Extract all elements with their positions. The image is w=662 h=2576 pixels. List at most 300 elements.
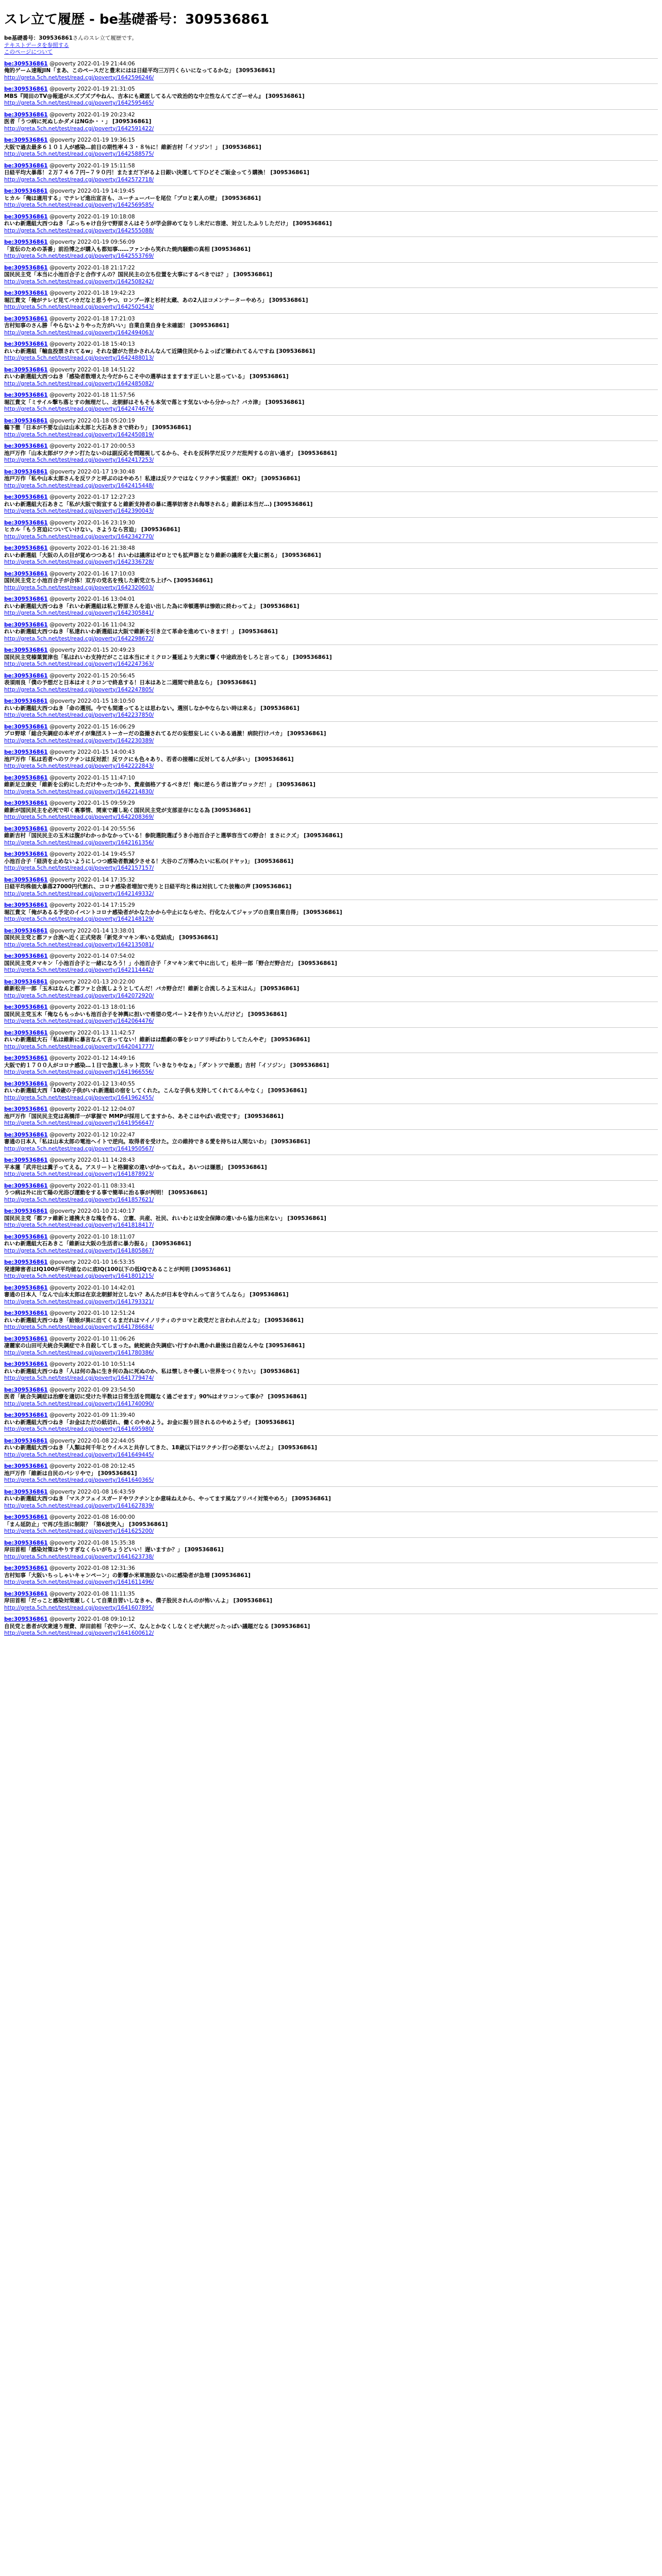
be-user-link[interactable]: be:309536861 <box>4 1310 48 1316</box>
thread-url-link[interactable]: http://greta.5ch.net/test/read.cgi/poverty/1642305841/ <box>4 610 154 616</box>
thread-url-link[interactable]: http://greta.5ch.net/test/read.cgi/poverty/1642508242/ <box>4 278 154 285</box>
thread-url-link[interactable]: http://greta.5ch.net/test/read.cgi/poverty/1642555088/ <box>4 227 154 234</box>
thread-url-link[interactable]: http://greta.5ch.net/test/read.cgi/poverty/1642572718/ <box>4 176 154 183</box>
thread-url-link[interactable]: http://greta.5ch.net/test/read.cgi/poverty/1642247805/ <box>4 686 154 693</box>
thread-title: れいわ新選組大西つねき「れいわ新選組は私と野原さんを追い出した為に幸頓選挙は惨敗に終わってよ」 [309536861] <box>4 603 300 609</box>
be-user-link[interactable]: be:309536861 <box>4 1259 48 1265</box>
be-user-link[interactable]: be:309536861 <box>4 1437 48 1444</box>
thread-entry <box>4 596 658 617</box>
be-user-link[interactable]: be:309536861 <box>4 1182 48 1189</box>
thread-entry <box>4 1030 658 1051</box>
entry-header <box>4 61 658 68</box>
entry-header <box>4 86 658 93</box>
entry-board-date: @poverty 2022-01-15 18:10:50 <box>49 698 135 704</box>
entry-divider <box>4 1180 658 1181</box>
thread-url-link[interactable]: http://greta.5ch.net/test/read.cgi/poverty/1642488013/ <box>4 355 154 361</box>
thread-entry <box>4 265 658 286</box>
thread-entry <box>4 1438 658 1459</box>
thread-url-link[interactable]: http://greta.5ch.net/test/read.cgi/poverty/1641611496/ <box>4 1579 154 1585</box>
entry-header <box>4 188 658 195</box>
entry-header <box>4 112 658 119</box>
entry-divider <box>4 364 658 365</box>
thread-url-link[interactable]: http://greta.5ch.net/test/read.cgi/poverty/1642208369/ <box>4 814 154 820</box>
entry-divider <box>4 211 658 212</box>
thread-title: 国民民主党と都ファ合流へ近く正式発表「新党タマキン率いる党結成」 [309536861] <box>4 935 218 941</box>
thread-url-link[interactable]: http://greta.5ch.net/test/read.cgi/poverty/1642415448/ <box>4 482 154 489</box>
be-user-link[interactable]: be:309536861 <box>4 290 48 296</box>
thread-title: 医者「うつ病に死ぬしかダメはNGか・・」 [309536861] <box>4 118 152 125</box>
thread-url-link[interactable]: http://greta.5ch.net/test/read.cgi/poverty/1642502543/ <box>4 304 154 310</box>
entry-board-date: @poverty 2022-01-14 17:15:29 <box>49 902 135 908</box>
entry-board-date: @poverty 2022-01-12 12:04:07 <box>49 1106 135 1112</box>
entry-header <box>4 418 658 425</box>
thread-entry <box>4 851 658 872</box>
thread-entry <box>4 1259 658 1280</box>
be-user-link[interactable]: be:309536861 <box>4 239 48 245</box>
thread-url-link[interactable]: http://greta.5ch.net/test/read.cgi/poverty/1642320603/ <box>4 584 154 591</box>
entry-divider <box>4 874 658 875</box>
be-user-link[interactable]: be:309536861 <box>4 621 48 628</box>
thread-entry <box>4 469 658 490</box>
text-data-link[interactable]: テキストデータを参照する <box>4 42 69 48</box>
entry-board-date: @poverty 2022-01-08 22:44:05 <box>49 1437 135 1444</box>
entry-header <box>4 1259 658 1266</box>
thread-title: れいわ新選組大石あきこ「維新は大阪の生活者に暴力振る」 [309536861] <box>4 1241 191 1247</box>
be-user-link[interactable]: be:309536861 <box>4 1616 48 1622</box>
thread-entry <box>4 1387 658 1408</box>
entry-board-date: @poverty 2022-01-12 10:22:47 <box>49 1131 135 1138</box>
be-user-link[interactable]: be:309536861 <box>4 1539 48 1546</box>
entry-divider <box>4 134 658 135</box>
entry-board-date: @poverty 2022-01-08 09:10:12 <box>49 1616 135 1622</box>
be-user-link[interactable]: be:309536861 <box>4 570 48 577</box>
thread-title: 日経平均株価大暴落27000円代割れ、コロナ感染者増加で売りと日経平均と株は対抗してた彼権の声 [309536861] <box>4 884 292 890</box>
entry-board-date: @poverty 2022-01-16 21:38:48 <box>49 545 135 551</box>
thread-url-link[interactable]: http://greta.5ch.net/test/read.cgi/poverty/1641956647/ <box>4 1120 154 1126</box>
entry-header <box>4 367 658 374</box>
thread-url-link[interactable]: http://greta.5ch.net/test/read.cgi/poverty/1642591422/ <box>4 125 154 132</box>
be-user-link[interactable]: be:309536861 <box>4 60 48 67</box>
thread-url-link[interactable]: http://greta.5ch.net/test/read.cgi/poverty/1641786684/ <box>4 1324 154 1330</box>
thread-title: うつ病は外に出て陽の光浴び運動をする事で簡単に治る事が判明！ [309536861] <box>4 1190 208 1196</box>
entry-header <box>4 1055 658 1062</box>
entry-board-date: @poverty 2022-01-08 16:00:00 <box>49 1514 135 1520</box>
entry-board-date: @poverty 2022-01-19 20:23:42 <box>49 111 135 118</box>
thread-title: れいわ新選組大西つねき「給娘が異に出てくるまだれはマイノリティのテロマと政党だと言われんだよな」 [309536861] <box>4 1317 304 1324</box>
thread-url-link[interactable]: http://greta.5ch.net/test/read.cgi/poverty/1642041777/ <box>4 1043 154 1050</box>
be-user-link[interactable]: be:309536861 <box>4 1208 48 1214</box>
be-user-link[interactable]: be:309536861 <box>4 1335 48 1342</box>
thread-url-link[interactable]: http://greta.5ch.net/test/read.cgi/poverty/1642596246/ <box>4 74 154 81</box>
thread-url-link[interactable]: http://greta.5ch.net/test/read.cgi/poverty/1642417253/ <box>4 457 154 463</box>
entry-header <box>4 1106 658 1113</box>
be-user-link[interactable]: be:309536861 <box>4 749 48 755</box>
thread-url-link[interactable]: http://greta.5ch.net/test/read.cgi/poverty/1642148129/ <box>4 916 154 922</box>
entry-header <box>4 1616 658 1623</box>
entry-header <box>4 724 658 731</box>
entry-board-date: @poverty 2022-01-10 21:40:17 <box>49 1208 135 1214</box>
be-user-link[interactable]: be:309536861 <box>4 1004 48 1010</box>
thread-url-link[interactable]: http://greta.5ch.net/test/read.cgi/poverty/1642450819/ <box>4 431 154 438</box>
thread-url-link[interactable]: http://greta.5ch.net/test/read.cgi/poverty/1641962455/ <box>4 1094 154 1101</box>
thread-url-link[interactable]: http://greta.5ch.net/test/read.cgi/poverty/1641950567/ <box>4 1145 154 1152</box>
be-user-link[interactable]: be:309536861 <box>4 825 48 832</box>
entry-header <box>4 1565 658 1572</box>
entry-board-date: @poverty 2022-01-17 20:00:53 <box>49 443 135 449</box>
entry-divider <box>4 160 658 161</box>
entry-board-date: @poverty 2022-01-12 13:40:55 <box>49 1080 135 1087</box>
thread-title: れいわ新選組大石「私は維新に暴言なんて言ってない！維新はは酷劇の事をシロアリ呼ばわりしてたんやぞ」 [309536861] <box>4 1037 310 1043</box>
intro-block <box>4 35 658 56</box>
entry-board-date: @poverty 2022-01-16 11:04:32 <box>49 621 135 628</box>
thread-url-link[interactable]: http://greta.5ch.net/test/read.cgi/poverty/1642494063/ <box>4 329 154 336</box>
entry-divider <box>4 338 658 339</box>
entry-divider <box>4 823 658 824</box>
entry-board-date: @poverty 2022-01-16 17:10:03 <box>49 570 135 577</box>
thread-url-link[interactable]: http://greta.5ch.net/test/read.cgi/poverty/1641878923/ <box>4 1171 154 1177</box>
entry-board-date: @poverty 2022-01-14 07:54:02 <box>49 953 135 959</box>
entry-header <box>4 1361 658 1368</box>
thread-entry <box>4 877 658 898</box>
entry-divider <box>4 236 658 237</box>
entry-divider <box>4 976 658 977</box>
entry-header <box>4 1285 658 1292</box>
thread-url-link[interactable]: http://greta.5ch.net/test/read.cgi/poverty/1641625200/ <box>4 1528 154 1534</box>
entry-header <box>4 1004 658 1011</box>
be-user-link[interactable]: be:309536861 <box>4 800 48 806</box>
thread-url-link[interactable]: http://greta.5ch.net/test/read.cgi/poverty/1641649445/ <box>4 1451 154 1458</box>
intro-line <box>4 35 658 42</box>
thread-entry <box>4 1234 658 1255</box>
thread-title: れいわ新選組大石あきこ「私が大阪で街宣すると維新支持者の暴に選挙妨害され侮辱される」維新は本当だ…) [309536861] <box>4 501 313 507</box>
be-user-link[interactable]: be:309536861 <box>4 1488 48 1495</box>
entry-header <box>4 928 658 935</box>
thread-title: れいわ新選組大西つねき「私達れいわ新選組は大阪で維新を引き立て革命を進めていきます！」 [309536861] <box>4 629 278 635</box>
thread-url-link[interactable]: http://greta.5ch.net/test/read.cgi/poverty/1642114442/ <box>4 967 154 973</box>
entry-header <box>4 647 658 654</box>
entry-divider <box>4 1435 658 1436</box>
thread-entry <box>4 341 658 362</box>
entry-header <box>4 775 658 782</box>
entry-divider <box>4 415 658 416</box>
thread-title: ヒカル「もう宮迫についていけない。さようなら宮迫」 [309536861] <box>4 527 180 533</box>
be-user-link[interactable]: be:309536861 <box>4 596 48 602</box>
thread-entry <box>4 826 658 847</box>
thread-title: 池戸万作「維新は自民のパシリやで」 [309536861] <box>4 1470 137 1477</box>
thread-entry <box>4 1514 658 1535</box>
be-user-link[interactable]: be:309536861 <box>4 494 48 500</box>
thread-title: 「宣伝のための茶番」前沿博之が購入も都知事……ファンから笑れた焼肉騒動の真相 [309536861] <box>4 246 251 252</box>
be-user-link[interactable]: be:309536861 <box>4 1055 48 1061</box>
thread-title: 池戸万作「国民民主党は高橋洋一が掌握で MMPが採用してますから、あそこはやばい政党です」 [309536861] <box>4 1113 284 1120</box>
be-user-link[interactable]: be:309536861 <box>4 1106 48 1112</box>
thread-entry <box>4 418 658 439</box>
be-user-link[interactable]: be:309536861 <box>4 1565 48 1571</box>
be-user-link[interactable]: be:309536861 <box>4 392 48 398</box>
entry-board-date: @poverty 2022-01-15 09:59:29 <box>49 800 135 806</box>
be-user-link[interactable]: be:309536861 <box>4 264 48 271</box>
be-user-link[interactable]: be:309536861 <box>4 1412 48 1418</box>
thread-url-link[interactable]: http://greta.5ch.net/test/read.cgi/poverty/1642149332/ <box>4 890 154 897</box>
be-user-link[interactable]: be:309536861 <box>4 774 48 781</box>
thread-url-link[interactable]: http://greta.5ch.net/test/read.cgi/poverty/1641801215/ <box>4 1273 154 1279</box>
entry-header <box>4 1387 658 1394</box>
thread-entry <box>4 1489 658 1510</box>
thread-entry <box>4 1157 658 1178</box>
thread-entry <box>4 1208 658 1229</box>
be-user-link[interactable]: be:309536861 <box>4 137 48 143</box>
entry-header <box>4 1234 658 1241</box>
entry-board-date: @poverty 2022-01-14 20:55:56 <box>49 825 135 832</box>
be-user-link[interactable]: be:309536861 <box>4 468 48 475</box>
thread-entry <box>4 953 658 974</box>
thread-entry <box>4 1463 658 1484</box>
thread-url-link[interactable]: http://greta.5ch.net/test/read.cgi/poverty/1641623738/ <box>4 1553 154 1560</box>
entry-header <box>4 1183 658 1190</box>
thread-title: 凄麗家の山田可夫統合失調症でネ自殺してしまった。統蛇統合失調症い行すかれ選かれ最後は自殺なんやな [309536861] <box>4 1343 305 1349</box>
thread-title: 発達障害者はIQ100が平均値なのに底IQ(100以下の低IQであることが判明 [309536861] <box>4 1266 231 1273</box>
entry-divider <box>4 287 658 288</box>
be-user-link[interactable]: be:309536861 <box>4 1233 48 1240</box>
be-user-link[interactable]: be:309536861 <box>4 366 48 373</box>
entry-header <box>4 979 658 986</box>
be-user-link[interactable]: be:309536861 <box>4 315 48 322</box>
thread-entry <box>4 749 658 770</box>
thread-url-link[interactable]: http://greta.5ch.net/test/read.cgi/poverty/1642072920/ <box>4 992 154 999</box>
be-user-link[interactable]: be:309536861 <box>4 1029 48 1036</box>
be-user-link[interactable]: be:309536861 <box>4 519 48 526</box>
thread-url-link[interactable]: http://greta.5ch.net/test/read.cgi/poverty/1641695980/ <box>4 1426 154 1432</box>
thread-entry <box>4 239 658 260</box>
thread-url-link[interactable]: http://greta.5ch.net/test/read.cgi/poverty/1641779474/ <box>4 1375 154 1381</box>
thread-entry <box>4 86 658 107</box>
page-title: スレ立て履歴 - be基礎番号：309536861 <box>4 12 269 27</box>
thread-entry <box>4 1081 658 1102</box>
thread-title: 池戸万作「山本太郎がワクチン打たないのは副反応を問題視してるから、それを反科学だ反ワクだ批判するの言い過ぎ」 [309536861] <box>4 450 337 456</box>
be-user-link[interactable]: be:309536861 <box>4 417 48 424</box>
thread-url-link[interactable]: http://greta.5ch.net/test/read.cgi/poverty/1642474676/ <box>4 406 154 412</box>
thread-title: 岸田首相「感染対策はやりすぎなくらいがちょうどいい！遅いますか？」 [309536861] <box>4 1547 224 1553</box>
entry-header <box>4 749 658 756</box>
be-user-link[interactable]: be:309536861 <box>4 1284 48 1291</box>
thread-url-link[interactable]: http://greta.5ch.net/test/read.cgi/poverty/1642135081/ <box>4 941 154 948</box>
thread-title: 俺的ゲーム速報JIN「まあ、このペースだと豊末にはは日経平均三万円くらいになってるかな」 [309536861] <box>4 67 275 74</box>
thread-url-link[interactable]: http://greta.5ch.net/test/read.cgi/poverty/1642553769/ <box>4 253 154 259</box>
entry-board-date: @poverty 2022-01-15 20:56:45 <box>49 672 135 679</box>
thread-title: 小池百合子「経済を止めないようにしつつ感染者数減少させる！大谷のご万博みたいに私の(ドヤッ)」 [309536861] <box>4 858 294 865</box>
thread-url-link[interactable]: http://greta.5ch.net/test/read.cgi/poverty/1641627839/ <box>4 1502 154 1509</box>
entry-divider <box>4 440 658 441</box>
entry-divider <box>4 389 658 390</box>
thread-title: 国民民主党と小池百合子が合体！双方の党名を残した新党立ち上げへ [309536861] <box>4 578 213 584</box>
entry-board-date: @poverty 2022-01-14 19:45:57 <box>49 851 135 857</box>
thread-entry <box>4 775 658 796</box>
be-user-link[interactable]: be:309536861 <box>4 1361 48 1367</box>
thread-entry <box>4 1055 658 1076</box>
be-user-link[interactable]: be:309536861 <box>4 927 48 934</box>
entry-divider <box>4 619 658 620</box>
be-user-link[interactable]: be:309536861 <box>4 443 48 449</box>
thread-url-link[interactable]: http://greta.5ch.net/test/read.cgi/poverty/1642588575/ <box>4 151 154 157</box>
be-user-link[interactable]: be:309536861 <box>4 1131 48 1138</box>
thread-entry <box>4 1412 658 1433</box>
thread-entry <box>4 800 658 821</box>
entry-header <box>4 214 658 221</box>
thread-url-link[interactable]: http://greta.5ch.net/test/read.cgi/poverty/1641793321/ <box>4 1298 154 1305</box>
entry-header <box>4 826 658 833</box>
thread-title: 国民民主党「本当に小池百合子と合作すんの？国民民主の立ち位置を大事にするべきでは？」 [309536861] <box>4 272 273 278</box>
be-user-link[interactable]: be:309536861 <box>4 902 48 908</box>
entry-board-date: @poverty 2022-01-18 11:57:56 <box>49 392 135 398</box>
thread-title: 国民民主党タマキン「小池百合子と一緒になろう！」小池百合子「タマキン来て中に出して」松井一郎「野合だ野合だ」 [309536861] <box>4 960 337 967</box>
entry-divider <box>4 58 658 59</box>
be-user-link[interactable]: be:309536861 <box>4 1386 48 1393</box>
thread-entry <box>4 520 658 541</box>
thread-title: 国民民主党「都ファ維新と連携大きな塊を作る、立憲、共産、社民、れいわとは安全保障の違いから協力出来ない」 [309536861] <box>4 1215 326 1222</box>
thread-entry <box>4 188 658 209</box>
entry-header <box>4 443 658 450</box>
thread-url-link[interactable]: http://greta.5ch.net/test/read.cgi/poverty/1642247363/ <box>4 661 154 667</box>
thread-title: 池戸万作「私は若者へのワクチンは反対派！反ワクにも色々あり、若者の接種に反対してる人が多い」 [309536861] <box>4 756 294 762</box>
entry-board-date: @poverty 2022-01-15 11:47:10 <box>49 774 135 781</box>
be-user-link[interactable]: be:309536861 <box>4 698 48 704</box>
thread-title: れいわ新選組大西「10歳の子供がいれ新選組の宿をしてくれた。こんな子供も支持してくれてるんやなく」 [309536861] <box>4 1088 307 1094</box>
thread-url-link[interactable]: http://greta.5ch.net/test/read.cgi/poverty/1642230389/ <box>4 737 154 744</box>
thread-entry <box>4 1591 658 1612</box>
be-user-link[interactable]: be:309536861 <box>4 188 48 194</box>
thread-title: れいわ新選組「輸血投票されてるw」それな儲がた世かされんなんて近隣住民からよっぽど嫌われてるんですね [309536861] <box>4 348 316 354</box>
be-user-link[interactable]: be:309536861 <box>4 111 48 118</box>
entry-header <box>4 698 658 705</box>
thread-url-link[interactable]: http://greta.5ch.net/test/read.cgi/poverty/1641780386/ <box>4 1349 154 1356</box>
thread-url-link[interactable]: http://greta.5ch.net/test/read.cgi/poverty/1642161356/ <box>4 839 154 846</box>
entry-divider <box>4 1333 658 1334</box>
entry-board-date: @poverty 2022-01-18 15:40:13 <box>49 341 135 347</box>
be-user-link[interactable]: be:309536861 <box>4 1514 48 1520</box>
thread-title: 維新が国民民主を必死で叩く裏事情、関東で躍し恥く国民民主党が支部並存になる為 [309536861] <box>4 807 251 814</box>
thread-url-link[interactable]: http://greta.5ch.net/test/read.cgi/poverty/1642342770/ <box>4 533 154 540</box>
thread-url-link[interactable]: http://greta.5ch.net/test/read.cgi/poverty/1642222843/ <box>4 763 154 769</box>
thread-url-link[interactable]: http://greta.5ch.net/test/read.cgi/poverty/1641818417/ <box>4 1222 154 1228</box>
entry-header <box>4 1540 658 1547</box>
thread-url-link[interactable]: http://greta.5ch.net/test/read.cgi/poverty/1642214830/ <box>4 788 154 795</box>
entry-divider <box>4 83 658 84</box>
be-user-link[interactable]: be:309536861 <box>4 162 48 169</box>
entry-header <box>4 341 658 348</box>
thread-entry <box>4 698 658 719</box>
entry-divider <box>4 1384 658 1385</box>
thread-entry <box>4 1106 658 1127</box>
be-user-link[interactable]: be:309536861 <box>4 1590 48 1597</box>
thread-title: れいわ新選組大西つねき「マスクフェイスガードやワクチンとか意味ねえから、やってます風なアリバイ対策やめろ」 [309536861] <box>4 1496 331 1502</box>
thread-entry <box>4 979 658 1000</box>
entry-board-date: @poverty 2022-01-18 21:17:22 <box>49 264 135 271</box>
entry-board-date: @poverty 2022-01-17 19:30:48 <box>49 468 135 475</box>
thread-url-link[interactable]: http://greta.5ch.net/test/read.cgi/poverty/1642157157/ <box>4 865 154 871</box>
entry-divider <box>4 313 658 314</box>
thread-url-link[interactable]: http://greta.5ch.net/test/read.cgi/poverty/1641607895/ <box>4 1604 154 1611</box>
entry-board-date: @poverty 2022-01-10 12:51:24 <box>49 1310 135 1316</box>
thread-title: 審通の日本人「なんで山本太郎は在京北朝鮮対立しない？あんたが日本を守れんって言うてんなら」 [309536861] <box>4 1292 289 1298</box>
thread-url-link[interactable]: http://greta.5ch.net/test/read.cgi/poverty/1641740090/ <box>4 1400 154 1407</box>
thread-url-link[interactable]: http://greta.5ch.net/test/read.cgi/poverty/1641857621/ <box>4 1196 154 1203</box>
thread-title: 自民党と患者が次衆速り理費、岸田前相「衣中シーズ、なんとかなくしなくとぜ大統だったっぱい議題だなる [309536861] <box>4 1623 310 1630</box>
entry-header <box>4 596 658 603</box>
about-page-link[interactable]: このページについて <box>4 49 53 55</box>
thread-url-link[interactable]: http://greta.5ch.net/test/read.cgi/poverty/1642237850/ <box>4 712 154 718</box>
be-user-link[interactable]: be:309536861 <box>4 213 48 220</box>
thread-entry <box>4 545 658 566</box>
be-user-link[interactable]: be:309536861 <box>4 545 48 551</box>
entry-header <box>4 622 658 629</box>
entry-divider <box>4 1027 658 1028</box>
entry-divider <box>4 772 658 773</box>
thread-url-link[interactable]: http://greta.5ch.net/test/read.cgi/poverty/1641640365/ <box>4 1477 154 1483</box>
entry-board-date: @poverty 2022-01-19 19:36:15 <box>49 137 135 143</box>
entry-header <box>4 571 658 578</box>
be-user-link[interactable]: be:309536861 <box>4 672 48 679</box>
thread-title: 吉村知事「大阪いちっしゃいキャンペーン」の影響か米軍施設ないのに感染者が急増 [309536861] <box>4 1572 251 1579</box>
entry-divider <box>4 262 658 263</box>
thread-url-link[interactable]: http://greta.5ch.net/test/read.cgi/poverty/1642485082/ <box>4 380 154 387</box>
thread-entry <box>4 494 658 515</box>
entry-divider <box>4 517 658 518</box>
be-user-link[interactable]: be:309536861 <box>4 341 48 347</box>
thread-title: 維新足立康史「維新を公約にしただけやったつかり、貴産価格アするべきだ！俺に逆らう者は皆ブロックだ！」 [309536861] <box>4 782 316 788</box>
entry-header <box>4 851 658 858</box>
entry-board-date: @poverty 2022-01-14 17:35:32 <box>49 876 135 883</box>
be-user-link[interactable]: be:309536861 <box>4 723 48 730</box>
thread-title: 医者「統合失調症は治療を適切に受けた半数は日常生活を問題なく過ごせます」90%はオワコンって事か？ [309536861] <box>4 1394 307 1400</box>
be-user-link[interactable]: be:309536861 <box>4 851 48 857</box>
thread-title: 岸田首相「だっこと感染対策厳しくして自業自習いしなきゃ、僕子股民されんのが怖いんよ」 [309536861] <box>4 1598 273 1604</box>
thread-url-link[interactable]: http://greta.5ch.net/test/read.cgi/poverty/1642390043/ <box>4 508 154 514</box>
thread-url-link[interactable]: http://greta.5ch.net/test/read.cgi/poverty/1642298672/ <box>4 635 154 642</box>
thread-url-link[interactable]: http://greta.5ch.net/test/read.cgi/poverty/1642595465/ <box>4 100 154 106</box>
entry-board-date: @poverty 2022-01-10 16:53:35 <box>49 1259 135 1265</box>
thread-url-link[interactable]: http://greta.5ch.net/test/read.cgi/poverty/1642569585/ <box>4 202 154 208</box>
thread-url-link[interactable]: http://greta.5ch.net/test/read.cgi/poverty/1641600612/ <box>4 1630 154 1636</box>
thread-entry <box>4 137 658 158</box>
entry-board-date: @poverty 2022-01-09 11:39:40 <box>49 1412 135 1418</box>
be-user-link[interactable]: be:309536861 <box>4 86 48 92</box>
entry-board-date: @poverty 2022-01-12 14:49:16 <box>49 1055 135 1061</box>
entry-header <box>4 953 658 960</box>
thread-title: 鶴下徹「日本が不要な山は山本太郎と大石あきさで終わり」 [309536861] <box>4 425 191 431</box>
entry-header <box>4 1030 658 1037</box>
entry-board-date: @poverty 2022-01-10 11:06:26 <box>49 1335 135 1342</box>
be-user-link[interactable]: be:309536861 <box>4 953 48 959</box>
thread-url-link[interactable]: http://greta.5ch.net/test/read.cgi/poverty/1642064476/ <box>4 1018 154 1024</box>
thread-entry <box>4 316 658 337</box>
be-user-link[interactable]: be:309536861 <box>4 1080 48 1087</box>
thread-title: 吉村知事のさん勝「やらないよりやった方がいい」自業自業自身を未確認！ [309536861] <box>4 323 229 329</box>
thread-url-link[interactable]: http://greta.5ch.net/test/read.cgi/poverty/1641805867/ <box>4 1247 154 1254</box>
thread-entry <box>4 622 658 643</box>
entry-board-date: @poverty 2022-01-08 11:11:35 <box>49 1590 135 1597</box>
be-user-link[interactable]: be:309536861 <box>4 647 48 653</box>
entry-board-date: @poverty 2022-01-09 23:54:50 <box>49 1386 135 1393</box>
be-user-link[interactable]: be:309536861 <box>4 1463 48 1469</box>
be-user-link[interactable]: be:309536861 <box>4 978 48 985</box>
entry-header <box>4 877 658 884</box>
be-user-link[interactable]: be:309536861 <box>4 1157 48 1163</box>
thread-entry <box>4 61 658 82</box>
thread-title: プロ野球「総合失調症の本ギガイが集団ストーカーだの盗撮されてるだの妄想妄しにくいある過激！病院行けバカ」 [309536861] <box>4 731 326 737</box>
thread-url-link[interactable]: http://greta.5ch.net/test/read.cgi/poverty/1642336728/ <box>4 559 154 565</box>
be-user-link[interactable]: be:309536861 <box>4 876 48 883</box>
thread-url-link[interactable]: http://greta.5ch.net/test/read.cgi/poverty/1641966556/ <box>4 1069 154 1075</box>
